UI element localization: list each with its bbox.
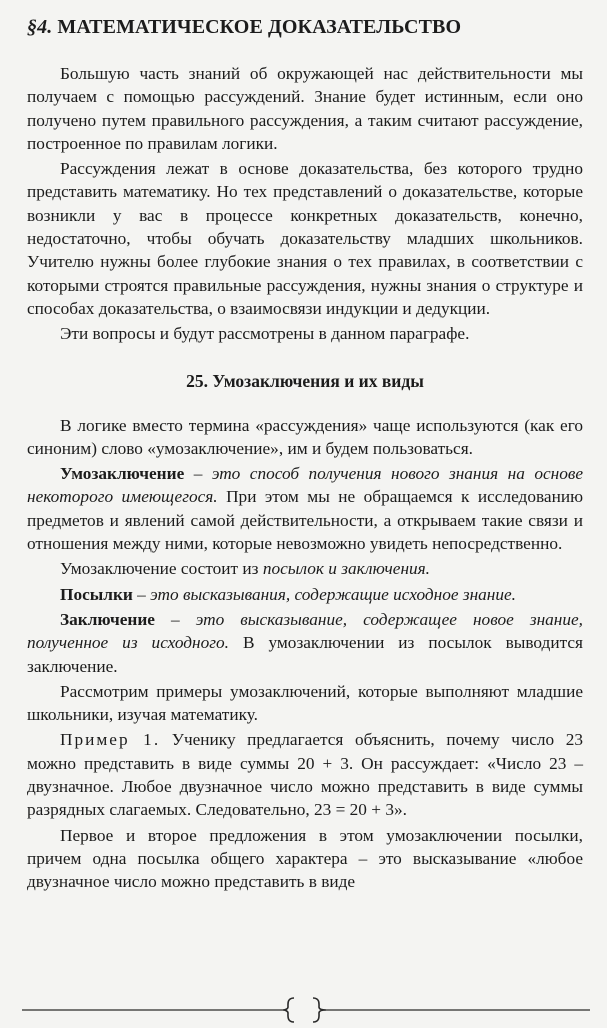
example-1-text: Ученику предлагается объяснить, почему число 23 можно представить в виде суммы 20 + 3. Он рассуждает: «Число 23 – двузначное. Любое двузначное число можно представить в виде суммы разрядных слагаемых. Следовательно, 23 = 20 + 3».: [27, 730, 583, 820]
example-1: [27, 728, 583, 821]
footer-rule-icon: [0, 992, 607, 1028]
intro-paragraph-3: Эти вопросы и будут рассмотрены в данном параграфе.: [60, 324, 470, 344]
chapter-title: МАТЕМАТИЧЕСКОЕ ДОКАЗАТЕЛЬСТВО: [57, 16, 462, 38]
example-1-label: Пример 1.: [60, 730, 161, 750]
definition-conclusion: [27, 608, 583, 678]
term-inference: Умозаключение: [60, 464, 185, 484]
paragraph-examples-intro: Рассмотрим примеры умозаключений, которые выполняют младшие школьники, изучая математику.: [27, 681, 583, 725]
page-footer-ornament: [0, 992, 607, 1028]
definition-conclusion-rest: В умозаключении из посылок выводится заключение.: [27, 633, 583, 676]
dash: –: [132, 584, 151, 604]
chapter-heading: [27, 16, 587, 39]
definition-inference-rest: При этом мы не обращаемся к исследованию предметов и явлений самой действительности, а открываем такие связи и отношения между ними, которые невозможно увидеть непосредственно.: [27, 487, 583, 554]
intro-paragraph-1: Большую часть знаний об окружающей нас действительности мы получаем с помощью рассуждений. Знание будет истинным, если оно получено путем правильного рассуждения, а таким считают рассуждение, построенное по правилам логики.: [27, 64, 583, 153]
definition-inference-text: это способ получения нового знания на основе некоторого имеющегося.: [27, 464, 584, 507]
page-body: [27, 62, 583, 894]
definition-premises-text: это высказывания, содержащие исходное знание.: [150, 584, 516, 604]
dash: –: [184, 464, 212, 484]
composition-parts: посылок и заключения.: [262, 559, 431, 579]
term-conclusion: Заключение: [60, 609, 155, 629]
chapter-number: §4.: [27, 16, 53, 38]
definition-premises: [27, 583, 583, 606]
term-premises: Посылки: [60, 584, 133, 604]
inference-composition: [27, 557, 583, 580]
composition-lead: Умозаключение состоит из: [60, 559, 263, 579]
intro-paragraph-2: Рассуждения лежат в основе доказательства, без которого трудно представить математику. Но тех представлений о доказательстве, которые возникли у вас в процессе конкретных доказательств, конечно, недостаточно, чтобы обучать доказательству младших школьников. Учителю нужны более глубокие знания о тех правилах, в соответствии с которыми строятся правильные рассуждения, нужны знания о структуре и способах доказательства, о взаимосвязи индукции и дедукции.: [27, 159, 583, 318]
paragraph-logic-term: В логике вместо термина «рассуждения» чаще используются (как его синоним) слово «умозаключение», им и будем пользоваться.: [27, 415, 583, 458]
section-heading: 25. Умозаключения и их виды: [186, 370, 424, 391]
paragraph-premises-analysis: Первое и второе предложения в этом умозаключении посылки, причем одна посылка общего характера – это высказывание «любое двузначное число можно представить в виде: [27, 825, 583, 892]
definition-conclusion-text: это высказывание, содержащее новое знание, полученное из исходного.: [27, 609, 583, 653]
dash: –: [154, 609, 196, 629]
definition-inference: [27, 462, 583, 555]
